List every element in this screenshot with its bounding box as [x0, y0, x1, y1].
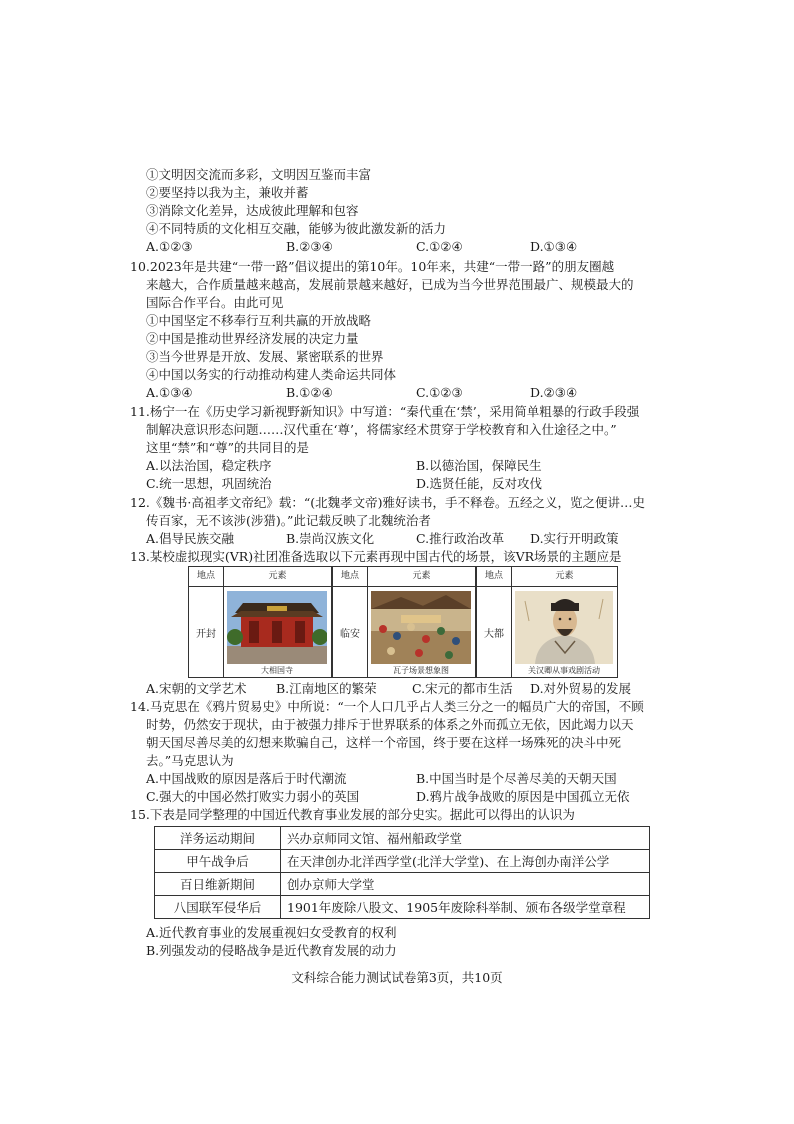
q12-stem-1: 12.《魏书·高祖孝文帝纪》载：“(北魏孝文帝)雅好读书，手不释卷。五经之义，览之便讲…史 — [130, 495, 645, 510]
fact-cell: 兴办京师同文馆、福州船政学堂 — [281, 827, 650, 850]
period-cell: 八国联军侵华后 — [155, 896, 281, 919]
q10-stem-2: 来越大，合作质量越来越高，发展前景越来越好，已成为当今世界范围最广、规模最大的 — [146, 277, 634, 292]
q11-stem-2: 制解决意识形态问题……汉代重在‘尊’，将儒家经术贯穿于学校教育和入仕途径之中。” — [146, 422, 617, 437]
q15-stem: 15.下表是同学整理的中国近代教育事业发展的部分史实。据此可以得出的认识为 — [130, 807, 575, 822]
panel-location: 临安 — [333, 587, 368, 677]
q10-item-1: ①中国坚定不移奉行互利共赢的开放战略 — [146, 313, 372, 328]
panel-location: 开封 — [189, 587, 224, 677]
guan-hanqing-portrait-image — [515, 591, 613, 664]
q15-table — [154, 826, 650, 919]
q13-option-c: C.宋元的都市生活 — [412, 681, 513, 696]
q9-option-c: C.①②④ — [416, 239, 463, 254]
panel-caption: 瓦子场景想象图 — [393, 666, 449, 675]
header-location: 地点 — [333, 567, 368, 586]
temple-image — [227, 591, 327, 664]
fact-cell: 创办京师大学堂 — [281, 873, 650, 896]
q10-option-b: B.①②④ — [286, 385, 333, 400]
panel-caption: 关汉卿从事戏剧活动 — [528, 666, 600, 675]
q10-item-2: ②中国是推动世界经济发展的决定力量 — [146, 331, 359, 346]
q10-item-4: ④中国以务实的行动推动构建人类命运共同体 — [146, 367, 397, 382]
table-row — [155, 896, 650, 919]
page-footer: 文科综合能力测试试卷第3页，共10页 — [291, 970, 503, 985]
panel-location: 大都 — [477, 587, 512, 677]
panel-header — [477, 567, 617, 587]
period-cell: 甲午战争后 — [155, 850, 281, 873]
header-element: 元素 — [555, 571, 574, 581]
q9-item-2: ②要坚持以我为主，兼收并蓄 — [146, 185, 309, 200]
q14-stem-3: 朝天国尽善尽美的幻想来欺骗自己，这样一个帝国，终于要在这样一场殊死的决斗中死 — [146, 735, 622, 750]
q9-option-d: D.①③④ — [530, 239, 578, 254]
q14-stem-2: 时势，仍然安于现状，由于被强力排斥于世界联系的体系之外而孤立无依，因此竭力以天 — [146, 717, 634, 732]
q11-stem-1: 11.杨宁一在《历史学习新视野新知识》中写道：“秦代重在‘禁’，采用简单粗暴的行政手段强 — [130, 404, 640, 419]
q9-item-4: ④不同特质的文化相互交融，能够为彼此激发新的活力 — [146, 221, 447, 236]
q9-option-a: A.①②③ — [146, 239, 193, 254]
q11-option-a: A.以法治国，稳定秩序 — [146, 458, 272, 473]
q9-item-1: ①文明因交流而多彩，文明因互鉴而丰富 — [146, 167, 372, 182]
fact-cell: 在天津创办北洋西学堂(北洋大学堂)、在上海创办南洋公学 — [281, 850, 650, 873]
market-scene-image — [371, 591, 471, 664]
q13-panel-kaifeng — [188, 566, 332, 678]
q12-stem-2: 传百家，无不该涉(涉猎)。”此记载反映了北魏统治者 — [146, 513, 431, 528]
fact-cell: 1901年废除八股文、1905年废除科举制、颁布各级学堂章程 — [281, 896, 650, 919]
q14-option-d: D.鸦片战争战败的原因是中国孤立无依 — [416, 789, 630, 804]
q15-option-b: B.列强发动的侵略战争是近代教育发展的动力 — [146, 943, 397, 958]
q12-option-b: B.崇尚汉族文化 — [286, 531, 375, 546]
q10-option-c: C.①②③ — [416, 385, 463, 400]
q11-option-d: D.选贤任能，反对攻伐 — [416, 476, 543, 491]
q10-stem-3: 国际合作平台。由此可见 — [146, 295, 284, 310]
q12-option-d: D.实行开明政策 — [530, 531, 619, 546]
q14-stem-1: 14.马克思在《鸦片贸易史》中所说：“一个人口几乎占人类三分之一的幅员广大的帝国，不顾 — [130, 699, 644, 714]
q14-option-a: A.中国战败的原因是落后于时代潮流 — [146, 771, 347, 786]
table-row — [155, 827, 650, 850]
q10-option-a: A.①③④ — [146, 385, 193, 400]
table-row — [155, 850, 650, 873]
q12-option-a: A.倡导民族交融 — [146, 531, 235, 546]
q11-stem-3: 这里“禁”和“尊”的共同目的是 — [146, 440, 310, 455]
q14-stem-4: 去。”马克思认为 — [146, 753, 234, 768]
q13-panel-dadu — [476, 566, 618, 678]
header-location: 地点 — [189, 567, 224, 586]
q10-stem-1: 10.2023年是共建“一带一路”倡议提出的第10年。10年来，共建“一带一路”的朋友圈越 — [130, 259, 615, 274]
panel-header — [189, 567, 331, 587]
q13-option-a: A.宋朝的文学艺术 — [146, 681, 247, 696]
header-element: 元素 — [268, 571, 287, 581]
panel-caption: 大相国寺 — [261, 666, 293, 675]
q9-option-b: B.②③④ — [286, 239, 333, 254]
q11-option-c: C.统一思想，巩固统治 — [146, 476, 272, 491]
panel-header — [333, 567, 475, 587]
q14-option-c: C.强大的中国必然打败实力弱小的英国 — [146, 789, 360, 804]
q10-item-3: ③当今世界是开放、发展、紧密联系的世界 — [146, 349, 384, 364]
q9-item-3: ③消除文化差异，达成彼此理解和包容 — [146, 203, 359, 218]
q10-option-d: D.②③④ — [530, 385, 578, 400]
q13-panel-linan — [332, 566, 476, 678]
q12-option-c: C.推行政治改革 — [416, 531, 505, 546]
q11-option-b: B.以德治国，保障民生 — [416, 458, 542, 473]
period-cell: 洋务运动期间 — [155, 827, 281, 850]
period-cell: 百日维新期间 — [155, 873, 281, 896]
q15-option-a: A.近代教育事业的发展重视妇女受教育的权利 — [146, 925, 397, 940]
q13-stem: 13.某校虚拟现实(VR)社团准备选取以下元素再现中国古代的场景，该VR场景的主题应是 — [130, 549, 622, 564]
q13-option-b: B.江南地区的繁荣 — [276, 681, 377, 696]
header-location: 地点 — [477, 567, 512, 586]
q14-option-b: B.中国当时是个尽善尽美的天朝天国 — [416, 771, 617, 786]
header-element: 元素 — [412, 571, 431, 581]
q13-option-d: D.对外贸易的发展 — [530, 681, 632, 696]
table-row — [155, 873, 650, 896]
